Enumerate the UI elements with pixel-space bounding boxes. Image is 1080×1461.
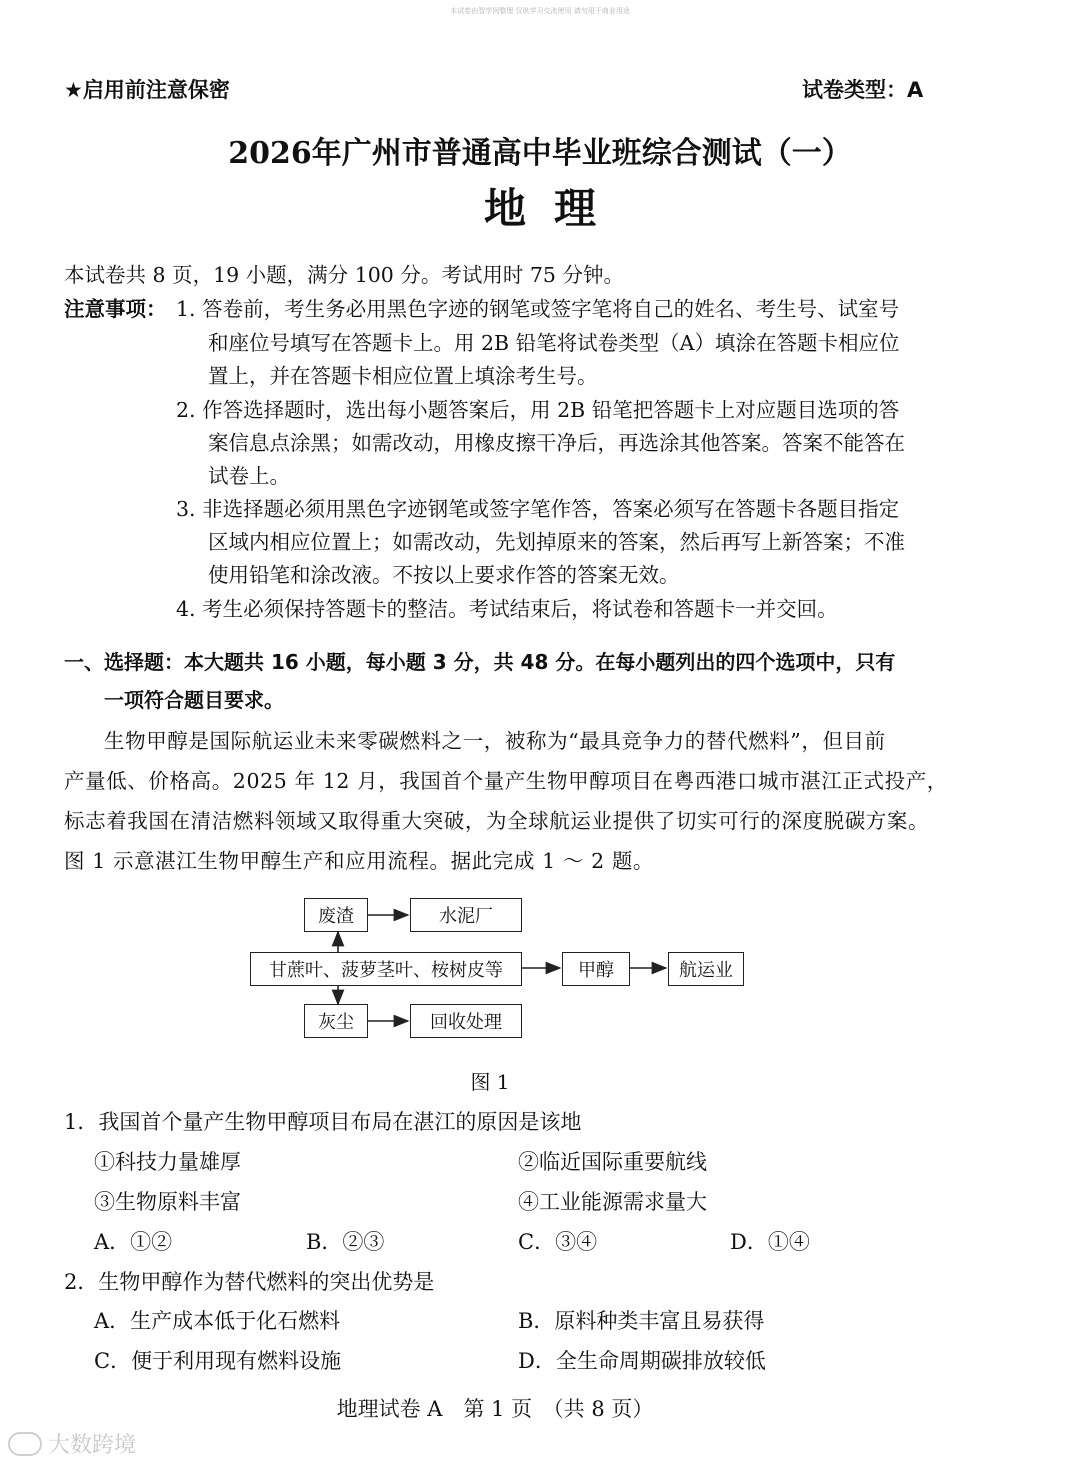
q2-option-c: C．便于利用现有燃料设施	[94, 1349, 342, 1373]
flow-box-raw-materials: 甘蔗叶、菠萝茎叶、桉树皮等	[250, 952, 522, 986]
flow-box-dust: 灰尘	[304, 1004, 368, 1038]
section-heading-cont: 一项符合题目要求。	[104, 688, 284, 712]
watermark-text: 大数跨境	[48, 1433, 137, 1458]
page-footer: 地理试卷 A 第 1 页 （共 8 页）	[336, 1397, 654, 1421]
notice-line: 试卷上。	[208, 464, 290, 488]
figure-caption: 图 1	[470, 1070, 510, 1094]
notice-label: 注意事项：	[64, 297, 167, 321]
notice-line: 案信息点涂黑；如需改动，用橡皮擦干净后，再选涂其他答案。答案不能答在	[208, 431, 905, 455]
q1-option-b: B．②③	[306, 1230, 385, 1254]
subject-char-1: 地	[483, 184, 526, 233]
paper-type-label: 试卷类型：A	[802, 78, 924, 102]
q1-statement: ②临近国际重要航线	[518, 1150, 707, 1174]
q1-statement: ④工业能源需求量大	[518, 1190, 707, 1214]
q1-option-d: D．①④	[730, 1230, 810, 1254]
notice-line: 3. 非选择题必须用黑色字迹钢笔或签字笔作答，答案必须写在答题卡各题目指定	[176, 497, 900, 521]
notice-line: 使用铅笔和涂改液。不按以上要求作答的答案无效。	[208, 563, 680, 587]
flow-box-shipping: 航运业	[668, 952, 744, 986]
passage-line: 图 1 示意湛江生物甲醇生产和应用流程。据此完成 1 ～ 2 题。	[64, 849, 655, 873]
q2-option-d: D．全生命周期碳排放较低	[518, 1349, 766, 1373]
subject-char-2: 理	[554, 184, 597, 233]
q1-statement: ①科技力量雄厚	[94, 1150, 241, 1174]
notice-line: 2. 作答选择题时，选出每小题答案后，用 2B 铅笔把答题卡上对应题目选项的答	[176, 398, 900, 422]
passage-line: 产量低、价格高。2025 年 12 月，我国首个量产生物甲醇项目在粤西港口城市湛江正式投产，	[64, 769, 948, 793]
section-heading: 一、选择题：本大题共 16 小题，每小题 3 分，共 48 分。在每小题列出的四个选项中，只有	[64, 650, 896, 674]
exam-intro: 本试卷共 8 页，19 小题，满分 100 分。考试用时 75 分钟。	[64, 263, 624, 287]
watermark-logo-icon	[8, 1432, 42, 1456]
notice-line: 和座位号填写在答题卡上。用 2B 铅笔将试卷类型（A）填涂在答题卡相应位	[208, 331, 900, 355]
passage-line: 生物甲醇是国际航运业未来零碳燃料之一，被称为“最具竞争力的替代燃料”，但目前	[104, 729, 886, 753]
q2-option-a: A．生产成本低于化石燃料	[94, 1309, 341, 1333]
question-2-stem: 2．生物甲醇作为替代燃料的突出优势是	[64, 1270, 435, 1294]
watermark	[8, 1428, 136, 1459]
subject-title	[0, 176, 1080, 236]
notice-line: 4. 考生必须保持答题卡的整洁。考试结束后，将试卷和答题卡一并交回。	[176, 597, 838, 621]
confidential-label: ★启用前注意保密	[64, 78, 230, 102]
flow-box-cement-plant: 水泥厂	[410, 898, 522, 932]
flow-box-methanol: 甲醇	[562, 952, 630, 986]
question-1-stem: 1．我国首个量产生物甲醇项目布局在湛江的原因是该地	[64, 1110, 582, 1134]
q2-option-b: B．原料种类丰富且易获得	[518, 1309, 765, 1333]
notice-line: 1. 答卷前，考生务必用黑色字迹的钢笔或签字笔将自己的姓名、考生号、试室号	[176, 297, 900, 321]
notice-line: 置上，并在答题卡相应位置上填涂考生号。	[208, 364, 598, 388]
top-note: 本试卷由智学网整理 仅供学习交流使用 请勿用于商业用途	[450, 7, 630, 15]
exam-title: 2026年广州市普通高中毕业班综合测试（一）	[228, 136, 852, 171]
q1-option-c: C．③④	[518, 1230, 598, 1254]
passage-line: 标志着我国在清洁燃料领域又取得重大突破，为全球航运业提供了切实可行的深度脱碳方案。	[64, 809, 930, 833]
q1-option-a: A．①②	[94, 1230, 173, 1254]
q1-statement: ③生物原料丰富	[94, 1190, 241, 1214]
flow-box-recycling: 回收处理	[410, 1004, 522, 1038]
flow-box-residue: 废渣	[304, 898, 368, 932]
notice-line: 区域内相应位置上；如需改动，先划掉原来的答案，然后再写上新答案；不准	[208, 530, 905, 554]
